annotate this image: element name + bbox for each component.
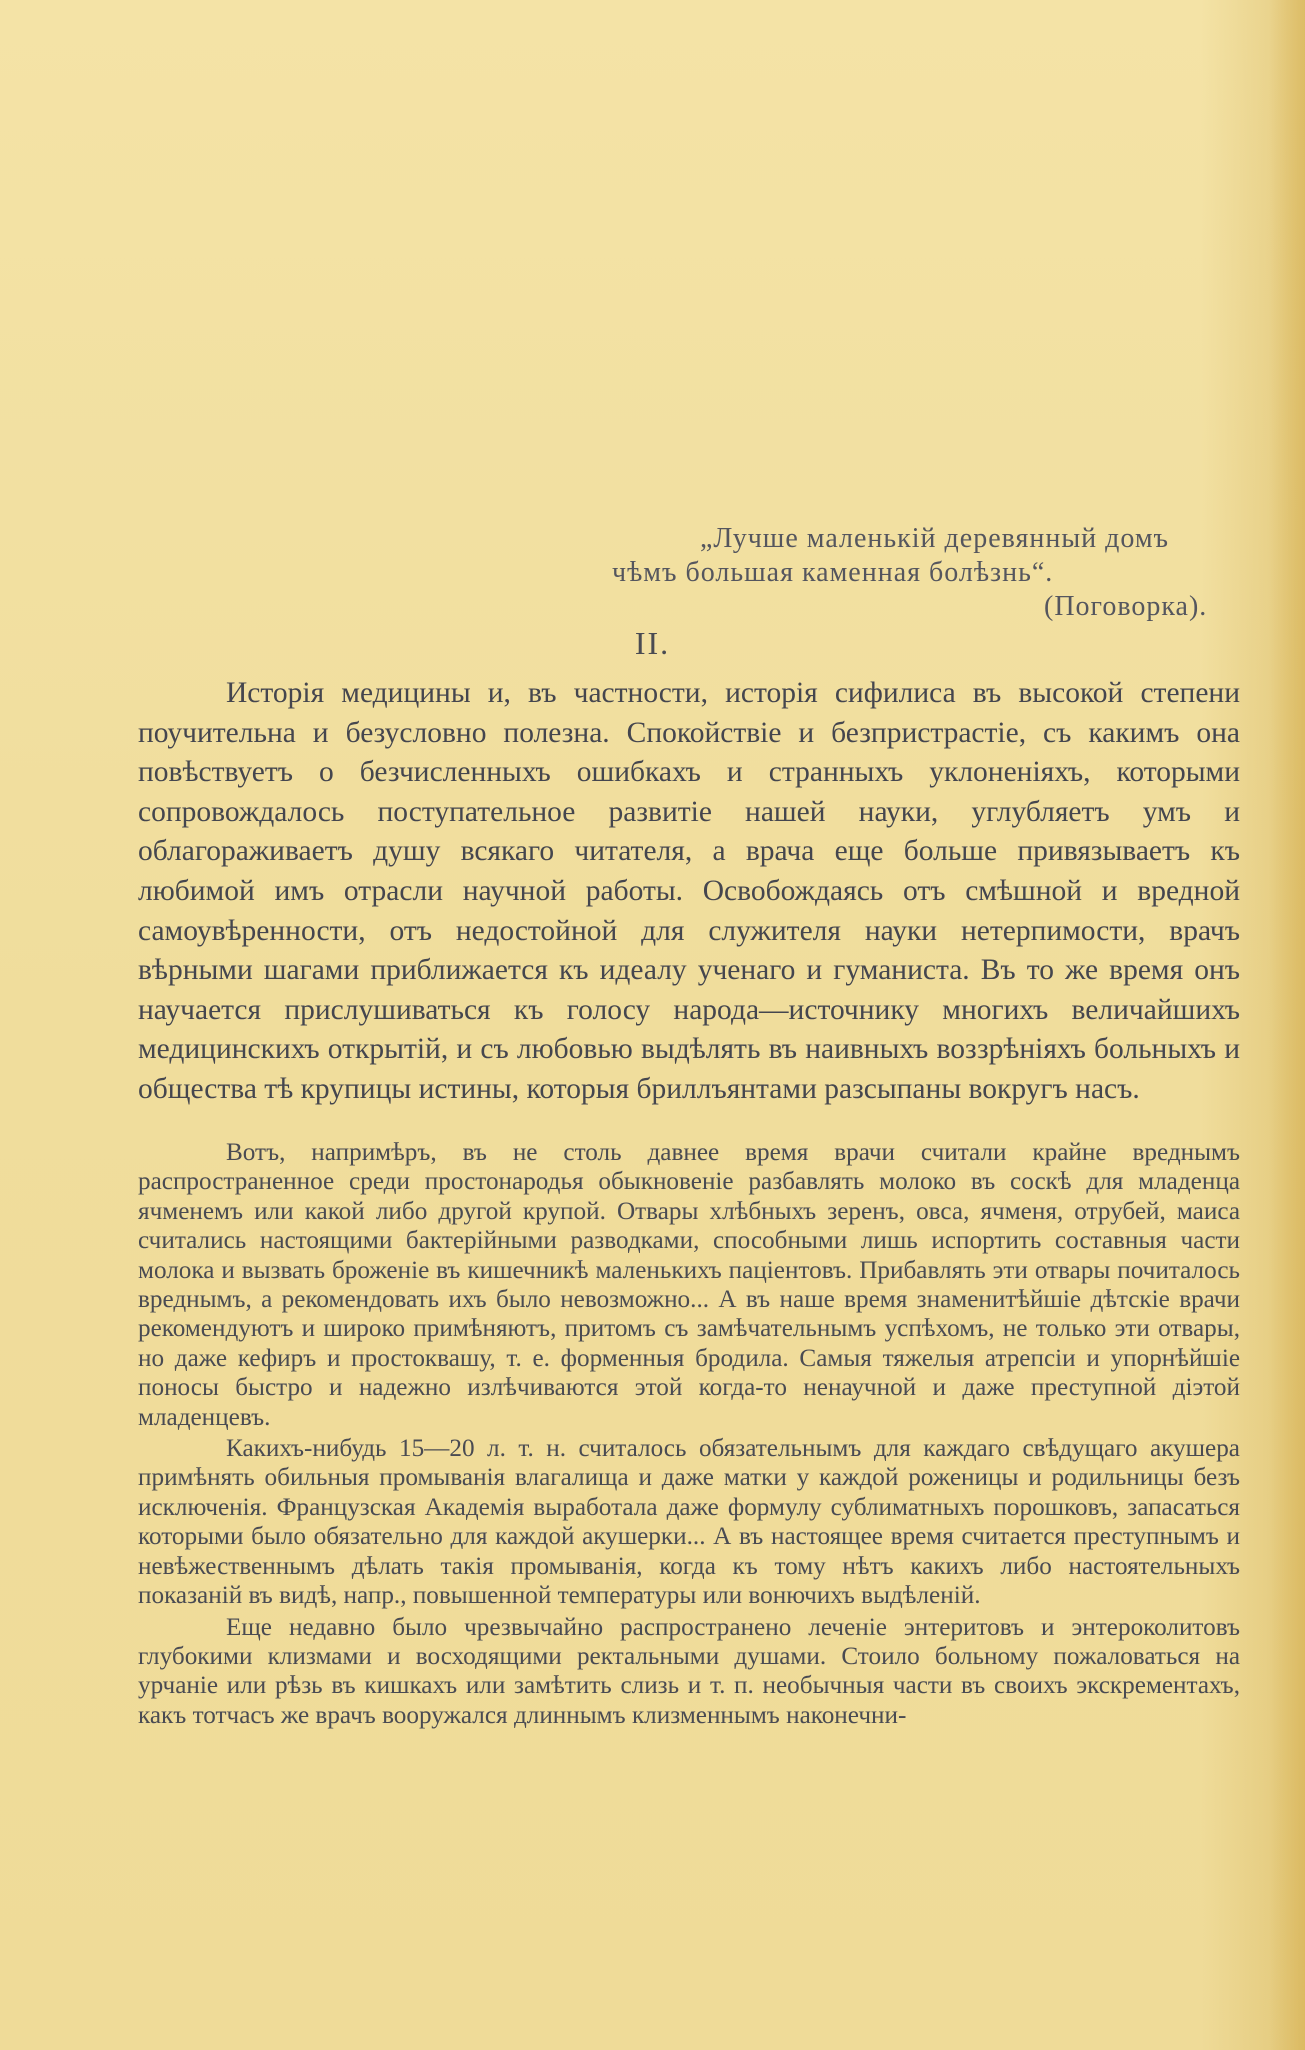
epigraph: [560, 522, 1240, 624]
paragraph: Какихъ-нибудь 15—20 л. т. н. считалось обязательнымъ для каждаго свѣдущаго акушера примѣнять обильныя промыванія влагалища и даже матки у каждой роженицы и родильницы безъ исключенія. Французская Академія выработала даже формулу сублиматныхъ порошковъ, запасаться которыми было обязательно для каждой акушерки... А въ настоящее время считается преступнымъ и невѣжественнымъ дѣлать такія промыванія, когда къ тому нѣтъ какихъ либо настоятельныхъ показаній въ видѣ, напр., повышенной температуры или вонючихъ выдѣленій.: [138, 1435, 1240, 1610]
epigraph-line-1: „Лучше маленькій деревянный домъ: [700, 523, 1170, 554]
paragraph: Исторія медицины и, въ частности, исторія сифилиса въ высокой степени поучительна и безусловно полезна. Спокойствіе и безпристрастіе, съ какимъ она повѣствуетъ о безчисленныхъ ошибкахъ и странныхъ уклоненіяхъ, которыми сопровождалось поступательное развитіе нашей науки, углубляетъ умъ и облагораживаетъ душу всякаго читателя, а врача еще больше привязываетъ къ любимой имъ отрасли научной работы. Освобождаясь отъ смѣшной и вредной самоувѣренности, отъ недостойной для служителя науки нетерпимости, врачъ вѣрными шагами приближается къ идеалу ученаго и гуманиста. Въ то же время онъ научается прислушиваться къ голосу народа—источнику многихъ величайшихъ медицинскихъ открытій, и съ любовью выдѣлять въ наивныхъ воззрѣніяхъ больныхъ и общества тѣ крупицы истины, которыя бриллъянтами разсыпаны вокругъ насъ.: [138, 677, 1240, 1105]
page-edge-shadow: [1269, 0, 1305, 2050]
paragraph: Вотъ, напримѣръ, въ не столь давнее время врачи считали крайне вреднымъ распространенное среди простонародья обыкновеніе разбавлять молоко въ соскѣ для младенца ячменемъ или какой либо другой крупой. Отвары хлѣбныхъ зеренъ, овса, ячменя, отрубей, маиса считались настоящими бактерійными разводками, способными лишь испортить составныя части молока и вызвать броженіе въ кишечникѣ маленькихъ паціентовъ. Прибавлять эти отвары почиталось вреднымъ, а рекомендовать ихъ было невозможно... А въ наше время знаменитѣйшіе дѣтскіе врачи рекомендуютъ и широко примѣняютъ, притомъ съ замѣчательнымъ успѣхомъ, не только эти отвары, но даже кефиръ и простоквашу, т. е. форменныя бродила. Самыя тяжелыя атрепсіи и упорнѣйшіе поносы быстро и надежно излѣчиваются этой когда-то ненаучной и даже преступной діэтой младенцевъ.: [138, 1139, 1240, 1431]
body-text-block: [138, 1138, 1240, 1730]
epigraph-line-2: чѣмъ большая каменная болѣзнь“.: [612, 557, 1054, 588]
epigraph-source: (Поговорка).: [1044, 591, 1208, 622]
section-heading: II.: [634, 625, 671, 661]
intro-paragraph-block: [138, 674, 1240, 1110]
paragraph: Еще недавно было чрезвычайно распространено леченіе энтеритовъ и энтероколитовъ глубокими клизмами и восходящими ректальными душами. Стоило больному пожаловаться на урчаніе или рѣзь въ кишкахъ или замѣтить слизь и т. п. необычныя части въ своихъ экскрементахъ, какъ тотчасъ же врачъ вооружался длиннымъ клизменнымъ наконечни-: [138, 1613, 1240, 1729]
